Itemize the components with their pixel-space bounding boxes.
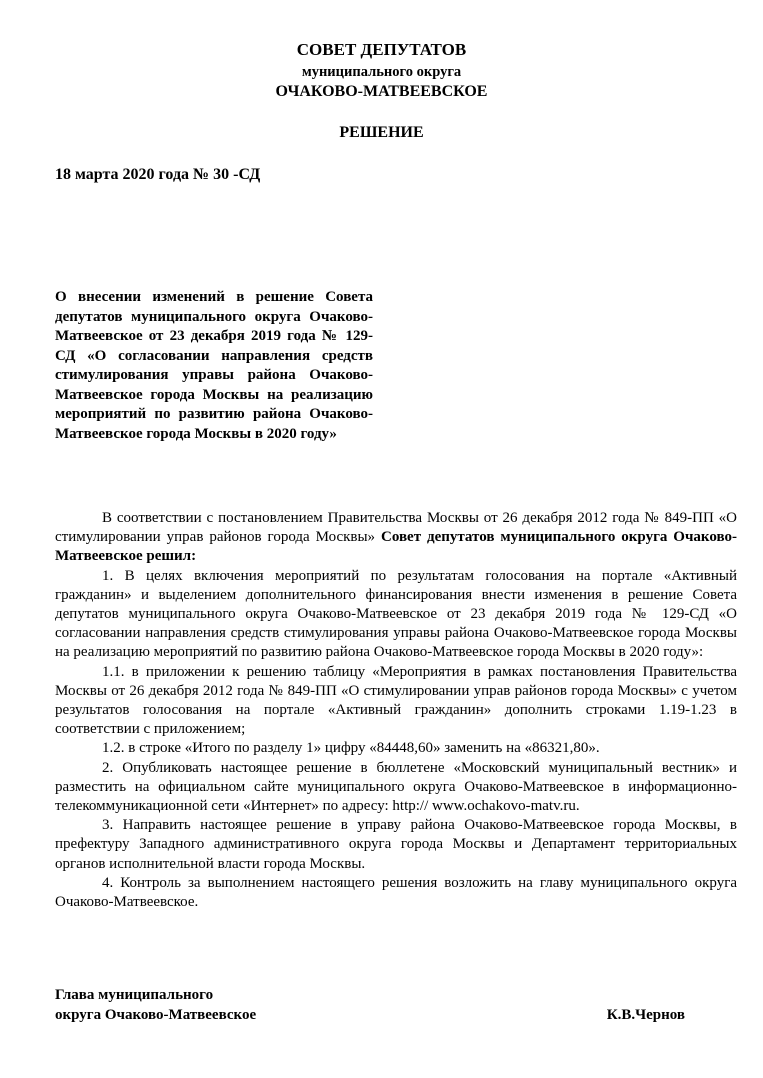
org-subtitle: муниципального округа xyxy=(301,64,462,80)
paragraph-4: 4. Контроль за выполнением настоящего решения возложить на главу муниципального округа Очаково-Матвеевское. xyxy=(55,874,737,911)
paragraph-1-2: 1.2. в строке «Итого по разделу 1» цифру «84448,60» заменить на «86321,80». xyxy=(102,740,600,757)
date-number: 18 марта 2020 года № 30 -СД xyxy=(55,166,261,183)
org-name: СОВЕТ ДЕПУТАТОВ xyxy=(296,40,467,59)
paragraph-2: 2. Опубликовать настоящее решение в бюллетене «Московский муниципальный вестник» и разместить на официальном сайте муниципального округа Очаково-Матвеевское в информационно-телекоммуникационной сети «Интернет» по адресу: http:// www.ochakovo-matv.ru. xyxy=(55,759,737,815)
signer-position-line1: Глава муниципального xyxy=(55,987,214,1003)
paragraph-1-1: 1.1. в приложении к решению таблицу «Мероприятия в рамках постановления Правительства Москвы от 26 декабря 2012 года № 849-ПП «О стимулировании управ районов города Москвы» с учетом результатов голосования на портале «Активный гражданин» дополнить строками 1.19-1.23 в соответствии с приложением; xyxy=(55,663,737,738)
paragraph-1: 1. В целях включения мероприятий по результатам голосования на портале «Активный гражданин» и выделением дополнительного финансирования внести изменения в решение Совета депутатов муниципального округа Очаково-Матвеевское от 23 декабря 2019 года № 129-СД «О согласовании направления средств стимулирования управы района Очаково-Матвеевское города Москвы на реализацию мероприятий по развитию района Очаково-Матвеевское города Москвы в 2020 году»: xyxy=(55,567,737,661)
signer-position-line2: округа Очаково-Матвеевское xyxy=(55,1007,257,1023)
paragraph-3: 3. Направить настоящее решение в управу района Очаково-Матвеевское города Москвы, в префектуру Западного административного округа города Москвы и Департамент территориальных органов исполнительной власти города Москвы. xyxy=(55,817,737,872)
document-body xyxy=(55,509,737,912)
district-name: ОЧАКОВО-МАТВЕЕВСКОЕ xyxy=(275,83,488,100)
preamble-text: В соответствии с постановлением Правительства Москвы от 26 декабря 2012 года № 849-ПП «О стимулировании управ районов города Москвы» xyxy=(55,510,737,546)
signature-line xyxy=(55,1005,685,1025)
document-title: О внесении изменений в решение Совета депутатов муниципального округа Очаково-Матвеевское от 23 декабря 2019 года № 129-СД «О согласовании направления средств стимулирования управы района Очаково-Матвеевское города Москвы на реализацию мероприятий по развитию района Очаково-Матвеевское города Москвы в 2020 году» xyxy=(55,289,373,442)
preamble-paragraph xyxy=(55,509,737,567)
signer-name: К.В.Чернов xyxy=(606,1007,685,1023)
document-type: РЕШЕНИЕ xyxy=(339,124,424,141)
preamble-resolution: Совет депутатов муниципального округа Очаково-Матвеевское решил: xyxy=(55,529,737,565)
signature-block xyxy=(55,985,685,1025)
